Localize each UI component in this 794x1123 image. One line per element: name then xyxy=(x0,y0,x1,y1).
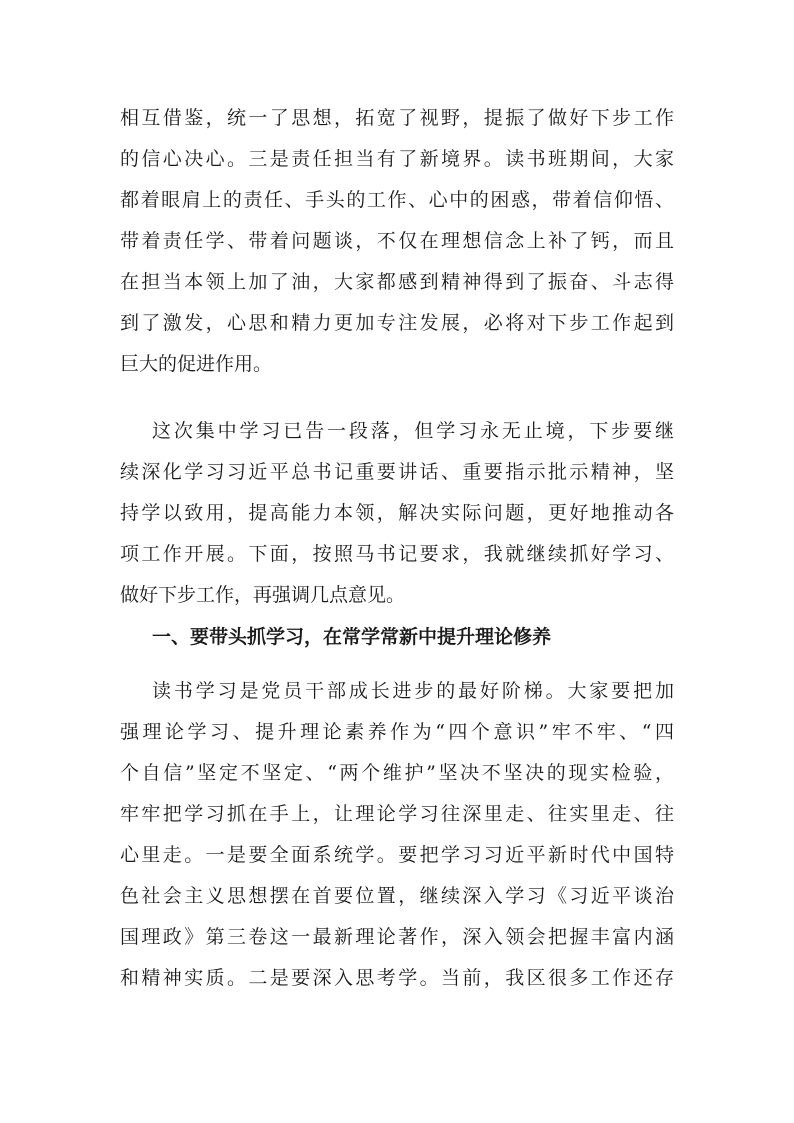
paragraph-2-line-5: 做好下步工作，再强调几点意见。 xyxy=(120,584,406,606)
paragraph-3-line-8: 和精神实质。二是要深入思考学。当前，我区很多工作还存 xyxy=(120,967,674,989)
paragraph-1-line-6: 到了激发，心思和精力更加专注发展，必将对下步工作起到 xyxy=(120,312,674,334)
paragraph-2-line-2: 续深化学习习近平总书记重要讲话、重要指示批示精神，坚 xyxy=(120,461,674,483)
paragraph-3-line-1: 读书学习是党员干部成长进步的最好阶梯。大家要把加 xyxy=(152,680,674,702)
paragraph-1-line-2: 的信心决心。三是责任担当有了新境界。读书班期间，大家 xyxy=(120,148,674,170)
paragraph-3-line-7: 国理政》第三卷这一最新理论著作，深入领会把握丰富内涵 xyxy=(120,926,674,948)
section-heading-1: 一、要带头抓学习，在常学常新中提升理论修养 xyxy=(152,626,552,648)
paragraph-3-line-4: 牢牢把学习抓在手上，让理论学习往深里走、往实里走、往 xyxy=(120,803,674,825)
paragraph-3-line-3: 个自信”坚定不坚定、“两个维护”坚决不坚决的现实检验， xyxy=(120,762,674,784)
paragraph-2-line-3: 持学以致用，提高能力本领，解决实际问题，更好地推动各 xyxy=(120,502,674,524)
paragraph-2-line-1: 这次集中学习已告一段落，但学习永无止境，下步要继 xyxy=(152,420,674,442)
paragraph-1-line-4: 带着责任学、带着问题谈，不仅在理想信念上补了钙，而且 xyxy=(120,230,674,252)
paragraph-1-line-3: 都着眼肩上的责任、手头的工作、心中的困惑，带着信仰悟、 xyxy=(120,189,674,211)
paragraph-3-line-2: 强理论学习、提升理论素养作为“四个意识”牢不牢、“四 xyxy=(120,721,674,743)
paragraph-1-line-5: 在担当本领上加了油，大家都感到精神得到了振奋、斗志得 xyxy=(120,271,674,293)
paragraph-1-line-1: 相互借鉴，统一了思想，拓宽了视野，提振了做好下步工作 xyxy=(120,107,674,129)
paragraph-3-line-6: 色社会主义思想摆在首要位置，继续深入学习《习近平谈治 xyxy=(120,885,674,907)
paragraph-1-line-7: 巨大的促进作用。 xyxy=(120,353,273,375)
paragraph-2-line-4: 项工作开展。下面，按照马书记要求，我就继续抓好学习、 xyxy=(120,543,674,565)
paragraph-3-line-5: 心里走。一是要全面系统学。要把学习习近平新时代中国特 xyxy=(120,844,674,866)
